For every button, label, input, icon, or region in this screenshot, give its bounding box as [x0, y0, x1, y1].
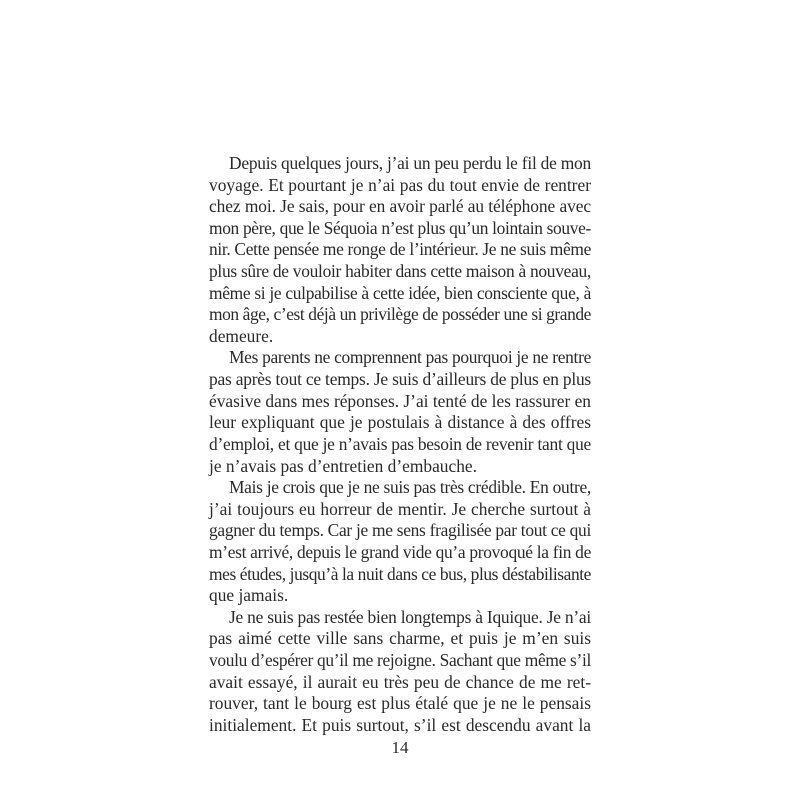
text-line: Mes parents ne comprennent pas pourquoi je ne rentre [229, 347, 591, 368]
text-line: gagner du temps. Car je me sens fragilisée par tout ce qui [209, 520, 591, 541]
text-line: j’ai toujours eu horreur de mentir. Je cherche surtout à [209, 498, 591, 519]
text-line: je n’avais pas d’entretien d’embauche. [209, 455, 477, 476]
text-line: nir. Cette pensée me ronge de l’intérieur. Je ne suis même [209, 239, 591, 260]
text-line: d’emploi, et que je n’avais pas besoin de revenir tant que [209, 433, 591, 454]
text-line: Je ne suis pas restée bien longtemps à Iquique. Je n’ai [229, 606, 592, 627]
text-line: mon âge, c’est déjà un privilège de posséder une si grande [209, 304, 592, 325]
page-number: 14 [391, 738, 409, 757]
text-line: Depuis quelques jours, j’ai un peu perdu le fil de mon [229, 153, 591, 173]
text-line: mon père, que le Séquoia n’est plus qu’un lointain souve- [209, 217, 591, 238]
text-line: rouver, tant le bourg est plus étalé que je ne le pensais [209, 693, 591, 714]
text-line: avait essayé, il aurait eu très peu de chance de me ret- [209, 671, 591, 692]
text-line: leur expliquant que je postulais à distance à des offres [209, 412, 591, 433]
text-line: initialement. Et puis surtout, s’il est descendu avant la [209, 714, 591, 735]
paragraph [209, 607, 591, 737]
text-line: plus sûre de vouloir habiter dans cette maison à nouveau, [209, 261, 591, 282]
body-text [209, 153, 591, 736]
text-line: mes études, jusqu’à la nuit dans ce bus, plus déstabilisante [209, 563, 591, 584]
paragraph [209, 347, 591, 477]
text-line: m’est arrivé, depuis le grand vide qu’a provoqué la fin de [209, 541, 591, 562]
paragraph [209, 153, 591, 347]
text-line: que jamais. [209, 585, 289, 606]
text-line: voulu d’espérer qu’il me rejoigne. Sachant que même s’il [209, 650, 591, 671]
text-line: pas après tout ce temps. Je suis d’ailleurs de plus en plus [209, 369, 591, 390]
text-line: chez moi. Je sais, pour en avoir parlé au téléphone avec [209, 196, 591, 217]
text-line: voyage. Et pourtant je n’ai pas du tout envie de rentrer [209, 174, 591, 195]
text-line: même si je culpabilise à cette idée, bien consciente que, à [209, 282, 591, 303]
text-line: Mais je crois que je ne suis pas très crédible. En outre, [229, 477, 591, 498]
paragraph [209, 477, 591, 607]
text-line: évasive dans mes réponses. J’ai tenté de les rassurer en [209, 390, 591, 411]
text-line: pas aimé cette ville sans charme, et puis je m’en suis [209, 628, 591, 649]
text-line: demeure. [209, 325, 274, 346]
